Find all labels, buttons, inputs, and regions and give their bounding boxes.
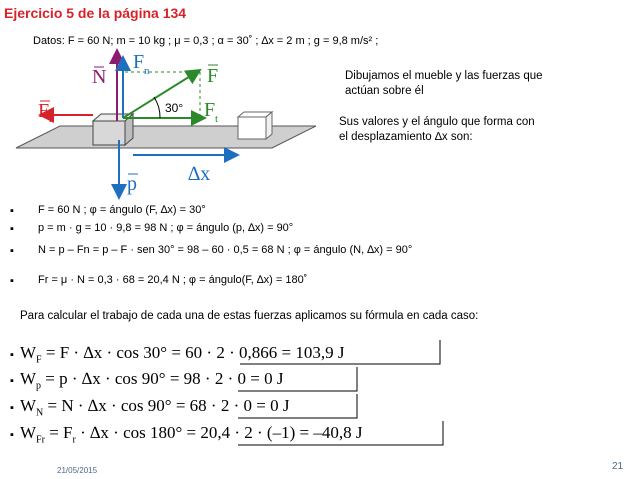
- intro-text: Para calcular el trabajo de cada una de estas fuerzas aplicamos su fórmula en cada caso:: [20, 310, 479, 322]
- label-fr: F: [38, 100, 50, 122]
- value-line-p: p = m · g = 10 · 9,8 = 98 N ; φ = ángulo (p, ∆x) = 90°: [38, 222, 294, 234]
- label-angle: 30°: [165, 101, 184, 115]
- bullet: ▪: [10, 275, 14, 287]
- label-p: p: [127, 173, 137, 195]
- description-line-4: el desplazamiento ∆x son:: [339, 131, 473, 143]
- label-n: N: [92, 66, 107, 88]
- label-ft-sub: t: [215, 113, 219, 125]
- bullet: ▪: [10, 429, 14, 441]
- formula-wfr: $W_{Fr} = F_r \cdot \Delta x \cdot \cos 180^\circ = 20,4 \cdot 2 \cdot (-1) = -40,8$ J: [20, 423, 363, 446]
- formula-wf: $W_F = F \cdot \Delta x \cdot \cos 30^\circ = 60 \cdot 2 \cdot 0,866 = 103,9$ J: [20, 343, 345, 366]
- label-fn-sub: n: [144, 65, 150, 77]
- label-ft: F: [204, 99, 216, 121]
- page-title: Ejercicio 5 de la página 134: [4, 5, 187, 21]
- formula-wp: $W_p = p \cdot \Delta x \cdot \cos 90^\circ = 98 \cdot 2 \cdot 0 = 0$ J: [20, 369, 284, 392]
- description-line-3: Sus valores y el ángulo que forma con: [339, 116, 535, 128]
- description-line-1: Dibujamos el mueble y las fuerzas que: [345, 70, 543, 82]
- label-fn: F: [133, 51, 145, 73]
- label-f: F: [207, 65, 219, 87]
- bullet: ▪: [10, 349, 14, 361]
- value-line-fr: Fr = μ · N = 0,3 · 68 = 20,4 N ; φ = ángulo(F, ∆x) = 180˚: [38, 274, 308, 286]
- bullet: ▪: [10, 205, 14, 217]
- formula-wn: $W_N = N \cdot \Delta x \cdot \cos 90^\circ = 68 \cdot 2 \cdot 0 = 0$ J: [20, 396, 290, 419]
- label-fr-sub: r: [49, 113, 53, 125]
- value-line-f: F = 60 N ; φ = ángulo (F, ∆x) = 30°: [38, 204, 206, 216]
- bullet: ▪: [10, 402, 14, 414]
- footer-date: 21/05/2015: [57, 466, 98, 475]
- value-line-n: N = p – Fn = p – F · sen 30° = 98 – 60 · 0,5 = 68 N ; φ = ángulo (N, ∆x) = 90°: [38, 244, 413, 256]
- data-line: Datos: F = 60 N; m = 10 kg ; μ = 0,3 ; α = 30˚ ; ∆x = 2 m ; g = 9,8 m/s² ;: [33, 35, 379, 47]
- bullet: ▪: [10, 245, 14, 257]
- description-line-2: actúan sobre él: [345, 85, 424, 97]
- page-number: 21: [612, 461, 624, 472]
- bullet: ▪: [10, 223, 14, 235]
- label-dx: ∆x: [188, 163, 211, 185]
- bullet: ▪: [10, 375, 14, 387]
